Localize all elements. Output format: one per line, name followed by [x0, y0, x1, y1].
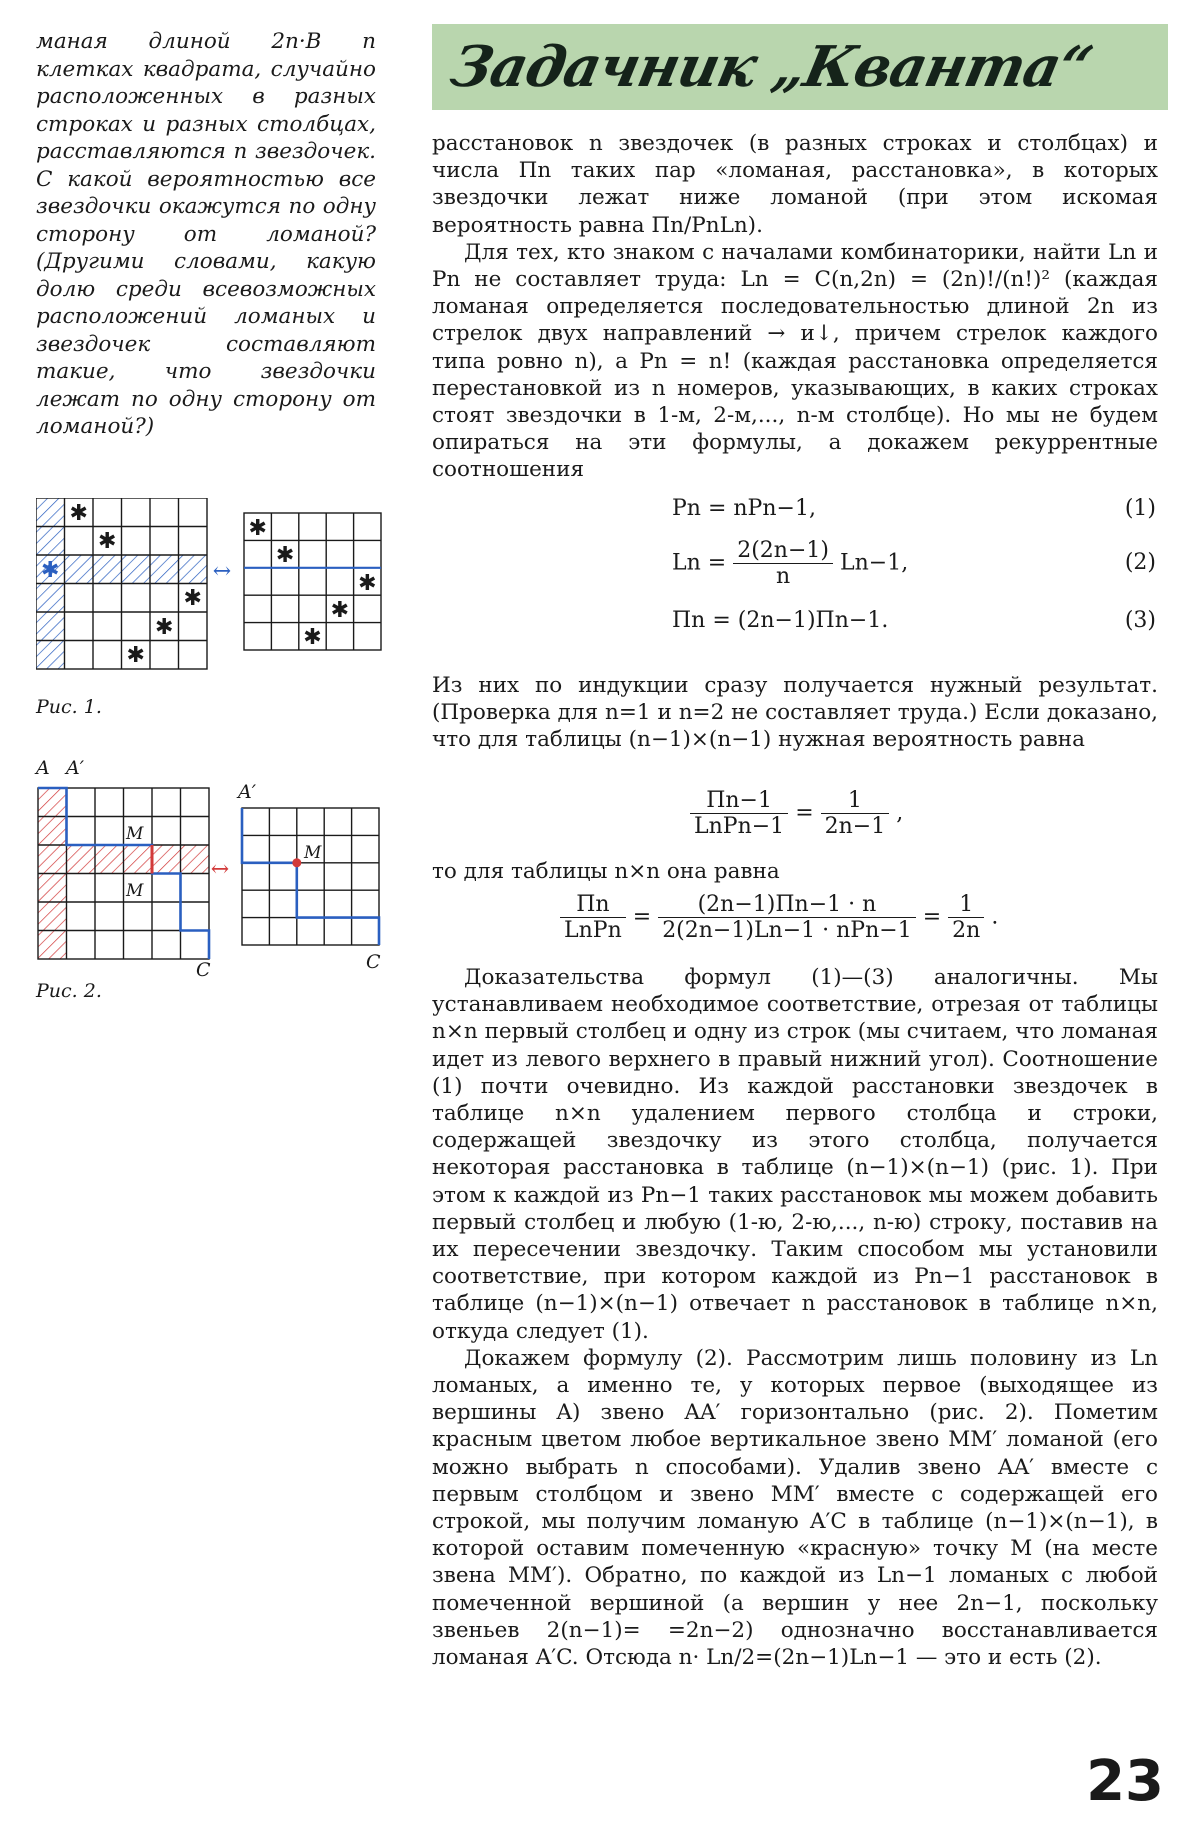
equation-3 [672, 608, 888, 633]
equation-3-number: (3) [1124, 608, 1156, 633]
paragraph-4: то для таблицы n×n она равна [432, 859, 780, 884]
equation-2-fraction [733, 538, 833, 589]
fraction-b-tail: . [991, 904, 999, 930]
label-M-right: M [304, 843, 322, 863]
label-A-prime-right: A′ [238, 781, 257, 803]
main-text-bottom [432, 964, 1158, 1671]
fraction-b-num2: (2n−1)Πn−1 · n [658, 892, 916, 918]
header-title: Задачник „Кванта“ [444, 34, 1098, 100]
figure-1 [36, 498, 386, 673]
equation-2-left: Ln = [672, 550, 727, 576]
paragraph-5: Доказательства формул (1)—(3) аналогичны. Мы устанавливаем необходимое соответствие, отрезая от таблицы n×n первый столбец и одну из строк (мы считаем, что ломаная идет из левого верхнего в правый нижний угол). Соотношение (1) почти очевидно. Из каждой расстановки звездочек в таблице n×n удалением первого столбца и строки, содержащей звездочку из этого столбца, получается некоторая расстановка в таблице (n−1)×(n−1) (рис. 1). При этом к каждой из Pn−1 таких расстановок мы можем добавить первый столбец и любую (1-ю, 2-ю,..., n-ю) строку, поставив на их пересечении звездочку. Таким способом мы установили соответствие, при котором каждой из Pn−1 расстановок в таблице (n−1)×(n−1) отвечает n расстановок в таблице n×n, откуда следует (1). [432, 965, 1158, 1344]
equation-2-right: Ln−1, [839, 550, 909, 576]
fraction-a-num2: 1 [821, 788, 890, 814]
star-mark: ✱ [154, 615, 174, 640]
star-mark: ✱ [248, 516, 267, 541]
fig1-left-grid [36, 498, 207, 669]
fraction-a-tail: , [896, 800, 904, 826]
fraction-a [690, 788, 903, 839]
fraction-a-right [821, 788, 890, 839]
fraction-a-den2: 2n−1 [824, 814, 886, 839]
fraction-a-num: Πn−1 [690, 788, 788, 814]
fraction-b-den2: 2(2n−1)Ln−1 · nPn−1 [662, 918, 912, 943]
star-mark: ✱ [330, 598, 350, 623]
main-text-top [432, 130, 1158, 484]
equation-2-denominator: n [776, 564, 791, 589]
equation-2 [672, 538, 908, 589]
equation-2-number: (2) [1124, 550, 1156, 575]
paragraph-1: расстановок n звездочек (в разных строках и столбцах) и числа Πn таких пар «ломаная, расстановка», в которых звездочки лежат ниже ломаной (при этом искомая вероятность равна Πn/PnLn). [432, 131, 1158, 238]
fraction-b [560, 892, 998, 943]
star-mark: ✱ [183, 586, 202, 611]
fraction-b-num3: 1 [948, 892, 984, 918]
fig2-caption: Рис. 2. [36, 980, 102, 1002]
left-column-text [36, 28, 376, 441]
fig2-right-grid [242, 808, 379, 945]
star-mark: ✱ [126, 643, 145, 668]
fig2-left-grid [38, 788, 209, 959]
star-mark: ✱ [275, 543, 295, 568]
fraction-b-den3: 2n [952, 918, 981, 943]
fraction-b-right [948, 892, 984, 943]
paragraph-3: Из них по индукции сразу получается нужный результат. (Проверка для n=1 и n=2 не составляет труда.) Если доказано, что для таблицы (n−1)×(n−1) нужная вероятность равна [432, 673, 1158, 753]
fraction-a-left [690, 788, 788, 839]
equation-1-text: Pn = nPn−1, [672, 496, 816, 521]
paragraph-2: Для тех, кто знаком с началами комбинаторики, найти Ln и Pn не составляет труда: Ln = C(n,2n) = (2n)!/(n!)² (каждая ломаная определяется последовательностью длиной 2n из стрелок двух направлений → и↓, причем стрелок каждого типа ровно n), а Pn = n! (каждая расстановка определяется перестановкой из n номеров, указывающих, в каких строках стоят звездочки в 1-м, 2-м,..., n-м столбце). Но мы не будем опираться на эти формулы, а докажем рекуррентные соотношения [432, 239, 1158, 483]
label-A-prime: A′ [66, 758, 85, 779]
main-text-induction [432, 672, 1158, 754]
fraction-a-den: LnPn−1 [694, 814, 785, 839]
star-mark: ✱ [40, 558, 60, 583]
label-A: A [36, 758, 50, 779]
fraction-b-left [560, 892, 626, 943]
label-M: M [126, 824, 144, 844]
star-mark: ✱ [97, 529, 117, 554]
section-header [432, 24, 1168, 110]
star-mark: ✱ [358, 571, 377, 596]
figure-2 [30, 758, 390, 978]
equation-2-numerator: 2(2n−1) [733, 538, 833, 564]
equation-1-number: (1) [1124, 496, 1156, 521]
fig1-caption: Рис. 1. [36, 696, 102, 718]
fig1-arrow: ↔ [212, 559, 232, 584]
fig2-arrow: ↔ [210, 857, 230, 882]
equation-3-text: Πn = (2n−1)Πn−1. [672, 608, 889, 633]
problem-statement: маная длиной 2n·B n клетках квадрата, случайно расположенных в разных строках и разных столбцах, расставляются n звездочек. С какой вероятностью все звездочки окажутся по одну сторону от ломаной? (Другими словами, какую долю среди всевозможных расположений ломаных и звездочек составляют такие, что звездочки лежат по одну сторону от ломаной?) [36, 29, 376, 439]
main-text-then [432, 858, 1158, 885]
fraction-b-num: Πn [560, 892, 626, 918]
page-number: 23 [1086, 1749, 1164, 1814]
paragraph-6: Докажем формулу (2). Рассмотрим лишь половину из Ln ломаных, а именно те, у которых первое (выходящее из вершины A) звено AA′ горизонтально (рис. 2). Пометим красным цветом любое вертикальное звено MM′ ломаной (его можно выбрать n способами). Удалив звено AA′ вместе с первым столбцом и звено MM′ вместе с содержащей его строкой, мы получим ломаную A′C в таблице (n−1)×(n−1), в которой оставим помеченную «красную» точку M (на месте звена MM′). Обратно, по каждой из Ln−1 ломаных с любой помеченной вершиной (а вершин у нее 2n−1, поскольку звеньев 2(n−1)= =2n−2) однозначно восстанавливается ломаная A′C. Отсюда n· Ln/2=(2n−1)Ln−1 — это и есть (2). [432, 1345, 1158, 1671]
label-C-right: C [366, 951, 381, 973]
label-C: C [196, 959, 211, 978]
star-mark: ✱ [69, 501, 88, 526]
fraction-b-mid [658, 892, 916, 943]
fraction-b-den: LnPn [564, 918, 622, 943]
label-M-prime: M [126, 881, 144, 901]
fig1-right-grid [244, 513, 381, 650]
fraction-b-eq1: = [632, 904, 652, 930]
star-mark: ✱ [303, 625, 322, 650]
fraction-a-eq: = [795, 800, 814, 826]
equation-1 [672, 496, 816, 521]
fraction-b-eq2: = [922, 904, 942, 930]
